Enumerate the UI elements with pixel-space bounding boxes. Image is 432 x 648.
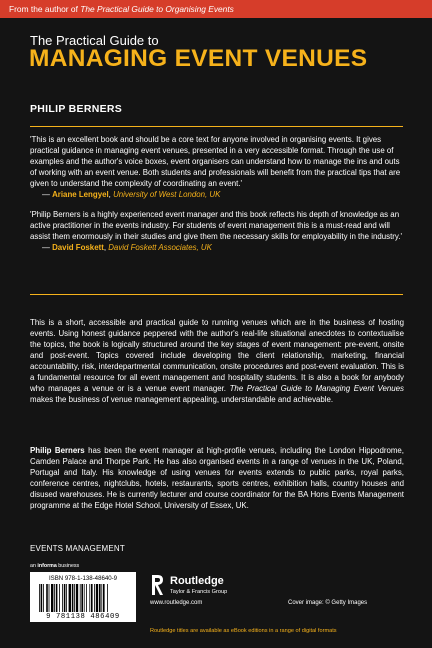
banner-text bbox=[9, 4, 234, 14]
bio-text: has been the event manager at high-profile venues, including the London Hippodrome, Camden Palace and Thorpe Park. He has also organised events in a range of venues in the UK, Poland, Portugal and Italy. His knowledge of using venues for events extends to public parks, royal parks, conference centres, nightclubs, hotels, restaurants, sports centres, exhibition halls, country houses and disused warehouses. He is currently lecturer and course coordinator for the BA Hons Events Management programme at the Edge Hotel School, University of Essex, UK. bbox=[30, 446, 404, 510]
barcode-bar bbox=[94, 584, 95, 612]
banner-book-title: The Practical Guide to Organising Events bbox=[80, 4, 234, 14]
barcode-bar bbox=[46, 584, 48, 612]
barcode-bar bbox=[91, 584, 93, 612]
barcode-bar bbox=[62, 584, 63, 612]
quote-text: 'Philip Berners is a highly experienced event manager and this book reflects his depth of knowledge as an active practitioner in the events industry. For students of event management this is a must-read and will assist them enormously in their studies and give them the necessary skills for employability in the industry.' bbox=[30, 210, 402, 241]
barcode-bar bbox=[89, 584, 90, 612]
barcode-bar bbox=[84, 584, 85, 612]
barcode-bar bbox=[86, 584, 87, 612]
book-description bbox=[30, 317, 404, 405]
barcode-bar bbox=[69, 584, 71, 612]
publisher-group: Taylor & Francis Group bbox=[170, 589, 228, 595]
description-text-end: makes the business of venue management appealing, understandable and achievable. bbox=[30, 395, 334, 404]
author-bio bbox=[30, 445, 404, 511]
barcode-number: 9 781138 486409 bbox=[46, 613, 120, 621]
cover-credit: Cover image: © Getty Images bbox=[288, 600, 368, 606]
barcode-bar bbox=[103, 584, 105, 612]
barcode-bar bbox=[51, 584, 53, 612]
subject-category: EVENTS MANAGEMENT bbox=[30, 544, 125, 553]
barcode-bar bbox=[74, 584, 75, 612]
top-banner bbox=[0, 0, 432, 18]
barcode-bar bbox=[59, 584, 60, 612]
divider-top bbox=[30, 126, 403, 127]
quote-author: David Foskett bbox=[52, 242, 104, 252]
isbn: ISBN 978-1-138-48640-9 bbox=[48, 575, 118, 582]
author-name: PHILIP BERNERS bbox=[30, 103, 123, 115]
barcode-bar bbox=[56, 584, 58, 612]
barcode-bar bbox=[81, 584, 83, 612]
divider-bottom bbox=[30, 294, 403, 295]
quote-text: 'This is an excellent book and should be a core text for anyone involved in organising events. It gives practical guidance in managing event venues, presented in a very accessible format. Through the use of examples and the author's voice boxes, event organisers can understand how to manage the ins and outs of working with an event venue. Both students and professionals will benefit from the practical tips that are given to understand the complexity of coordinating an event.' bbox=[30, 135, 401, 188]
description-book-title: The Practical Guide to Managing Event Venues bbox=[229, 384, 404, 393]
barcode-bar bbox=[66, 584, 67, 612]
barcode-bar bbox=[41, 584, 43, 612]
barcode-box bbox=[30, 572, 136, 622]
quote-affiliation: University of West London, UK bbox=[113, 189, 221, 199]
endorsement-quote bbox=[30, 210, 405, 254]
barcode-bar bbox=[64, 584, 66, 612]
informa-suffix: business bbox=[56, 563, 80, 569]
quote-affiliation: David Foskett Associates, UK bbox=[108, 242, 212, 252]
banner-prefix: From the author of bbox=[9, 4, 81, 14]
publisher-url: www.routledge.com bbox=[150, 600, 203, 606]
barcode-bar bbox=[72, 584, 74, 612]
routledge-logo-icon bbox=[150, 574, 164, 596]
barcode-bar bbox=[49, 584, 50, 612]
barcode-bar bbox=[39, 584, 40, 612]
barcode-bar bbox=[96, 584, 98, 612]
title-line-1: The Practical Guide to bbox=[30, 33, 159, 48]
bio-name: Philip Berners bbox=[30, 446, 85, 455]
quote-attribution: — David Foskett, David Foskett Associates, UK bbox=[42, 242, 212, 252]
quote-attribution: — Ariane Lengyel, University of West London, UK bbox=[42, 189, 221, 199]
informa-brand: informa bbox=[37, 563, 57, 569]
informa-tagline bbox=[30, 563, 79, 569]
barcode bbox=[38, 584, 130, 612]
ebook-note: Routledge titles are available as eBook editions in a range of digital formats bbox=[150, 628, 337, 634]
barcode-bar bbox=[101, 584, 102, 612]
barcode-bar bbox=[54, 584, 55, 612]
description-text: This is a short, accessible and practical guide to running venues which are in the business of hosting events. Using honest guidance peppered with the author's real-life situational anecdotes to contextualise the topics, the book is logically structured around the key stages of event management: pre-event, onsite and post-event. Topics covered include developing the client relationship, marketing, financial accountability, risk, interdepartmental communication, onsite procedures and post-event evaluation. This is a fundamental resource for all event management and hospitality students. It is also a book for anybody who manages a venue or is a venue event manager. bbox=[30, 318, 404, 393]
barcode-bar bbox=[99, 584, 101, 612]
barcode-bar bbox=[80, 584, 81, 612]
book-title: MANAGING EVENT VENUES bbox=[29, 45, 368, 72]
publisher-name: Routledge bbox=[170, 575, 224, 587]
informa-prefix: an bbox=[30, 563, 38, 569]
endorsement-quote bbox=[30, 135, 405, 200]
barcode-bar bbox=[76, 584, 78, 612]
barcode-bar bbox=[107, 584, 108, 612]
barcode-bar bbox=[43, 584, 44, 612]
quote-author: Ariane Lengyel bbox=[52, 189, 109, 199]
